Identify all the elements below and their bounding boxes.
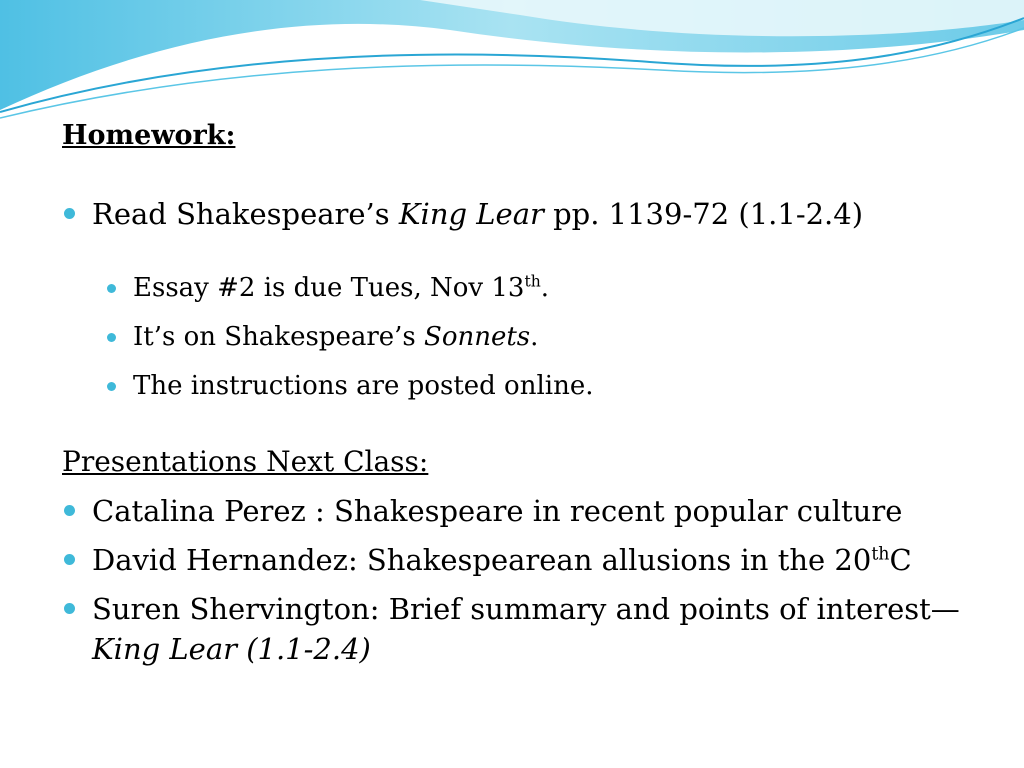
play-title: King Lear <box>398 197 544 231</box>
bullet-icon <box>107 333 116 342</box>
list-item: Catalina Perez : Shakespeare in recent popular culture <box>62 491 1002 531</box>
homework-heading: Homework: <box>62 120 236 151</box>
slide-content <box>62 116 1002 669</box>
list-item: The instructions are posted online. <box>62 366 1002 406</box>
bullet-icon <box>64 208 75 219</box>
bullet-icon <box>64 603 75 614</box>
reading-assignment: Read Shakespeare’s King Lear pp. 1139-72 (1.1-2.4) <box>62 194 1002 234</box>
bullet-icon <box>107 284 116 293</box>
list-item: It’s on Shakespeare’s Sonnets. <box>62 317 1002 357</box>
bullet-icon <box>107 382 116 391</box>
bullet-icon <box>64 505 75 516</box>
bullet-icon <box>64 554 75 565</box>
list-item: Suren Shervington: Brief summary and points of interest— King Lear (1.1-2.4) <box>62 589 1002 669</box>
presentations-heading: Presentations Next Class: <box>62 445 429 478</box>
list-item: Essay #2 is due Tues, Nov 13th. <box>62 268 1002 308</box>
header-wave-decoration <box>0 0 1024 130</box>
list-item: David Hernandez: Shakespearean allusions in the 20thC <box>62 540 1002 580</box>
